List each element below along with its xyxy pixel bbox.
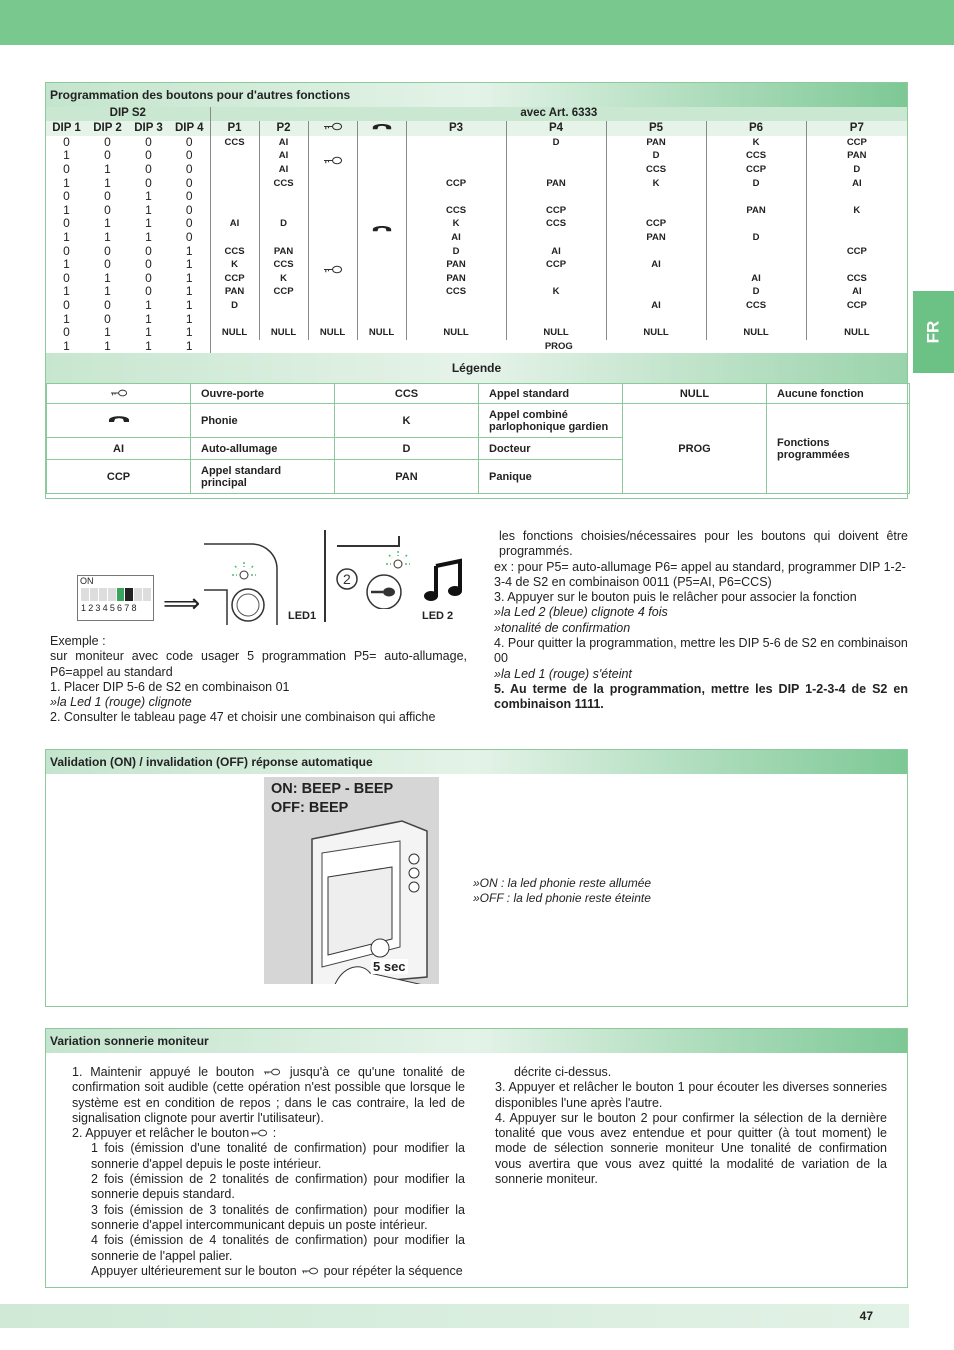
table-cell: PAN (259, 244, 308, 258)
section-title: Validation (ON) / invalidation (OFF) réponse automatique (46, 750, 907, 774)
dip-cell: 1 (104, 338, 111, 353)
table-cell (506, 231, 606, 245)
table-row (46, 244, 907, 258)
auto-answer-section (45, 749, 908, 1007)
note-on: »ON : la led phonie reste allumée (473, 876, 652, 890)
table-cell: K (506, 285, 606, 299)
page-footer (0, 1304, 909, 1328)
table-cell: CCS (210, 136, 259, 150)
table-cell (806, 231, 907, 245)
text-line: 4. Appuyer sur le bouton 2 pour confirmer la sélection de la dernière tonalité que vous avez entendue et pour quitter (à tout moment) le mode de sélection sonnerie moniteur Une tonalité de confirmation vous avertira que vous avez quitté la modalité de variation de la sonnerie moniteur. (495, 1110, 887, 1187)
table-cell: AI (259, 136, 308, 150)
table-cell: AI (606, 299, 706, 313)
table-cell: 1 (185, 298, 193, 313)
table-cell: K (210, 258, 259, 272)
table-cell: CCS (706, 299, 806, 313)
text-line: décrite ci-dessus. (514, 1065, 612, 1079)
phone-handset-icon (357, 121, 406, 136)
table-cell: 1 (63, 257, 70, 272)
table-cell (706, 190, 806, 204)
table-cell: D (210, 299, 259, 313)
table-cell: 0 (185, 216, 193, 231)
table-cell: CCS (210, 244, 259, 258)
table-cell: AI (706, 272, 806, 286)
key-icon (308, 121, 357, 136)
language-tab: FR (913, 291, 954, 373)
column-header: DIP 4 (174, 121, 204, 134)
table-cell: 0 (104, 148, 111, 163)
table-cell (806, 217, 907, 231)
dip-header: DIP S2 (109, 107, 146, 120)
legend-label: Appel standard principal (191, 460, 335, 494)
table-cell (606, 285, 706, 299)
dip-cell: 1 (145, 338, 152, 353)
table-cell: CCP (259, 285, 308, 299)
top-banner (0, 0, 954, 45)
table-cell: CCP (806, 299, 907, 313)
text-line: 4. Pour quitter la programmation, mettre les DIP 5-6 de S2 en combinaison 00 (494, 636, 908, 666)
table-cell: CCP (506, 204, 606, 218)
table-cell: 0 (185, 189, 193, 204)
table-cell: AI (259, 149, 308, 163)
table-cell: 0 (104, 311, 111, 326)
table-cell (606, 190, 706, 204)
table-cell: AI (259, 163, 308, 177)
text-line: »la Led 2 (bleue) clignote 4 fois (494, 605, 668, 620)
legend-code: CCP (47, 460, 191, 494)
text-line: 1. Maintenir appuyé le bouton (72, 1065, 255, 1079)
table-row (46, 217, 907, 231)
table-cell (210, 176, 259, 190)
table-cell: 0 (63, 216, 70, 231)
table-cell: AI (606, 258, 706, 272)
key-icon (249, 1129, 269, 1137)
null-cell: NULL (806, 326, 907, 340)
table-cell: 1 (145, 311, 152, 326)
table-cell: CCS (606, 163, 706, 177)
table-cell (506, 149, 606, 163)
null-cell: NULL (308, 326, 357, 340)
text-line: sur moniteur avec code usager 5 programmation P5= auto-allumage, P6=appel au standard (50, 649, 467, 679)
table-row (46, 149, 907, 163)
legend-label: Appel combiné parlophonique gardien (479, 404, 623, 438)
table-cell (259, 204, 308, 218)
table-cell: D (606, 149, 706, 163)
legend-label: Auto-allumage (191, 438, 335, 460)
table-cell: AI (806, 176, 907, 190)
text-line: 3. Appuyer et relâcher le bouton 1 pour écouter les diverses sonneries disponibles l'une après l'autre. (495, 1080, 887, 1110)
table-cell: 1 (104, 162, 111, 177)
table-cell (210, 190, 259, 204)
table-cell: 1 (63, 311, 70, 326)
table-cell: 0 (63, 162, 70, 177)
legend-code: PROG (623, 404, 767, 494)
table-cell: 1 (63, 230, 70, 245)
dip-cell: 1 (104, 325, 111, 340)
table-cell (506, 312, 606, 326)
prog-cell: PROG (210, 340, 907, 354)
legend-label: Phonie (191, 404, 335, 438)
table-cell: 0 (104, 202, 111, 217)
table-cell: CCP (706, 163, 806, 177)
column-header: P7 (806, 121, 907, 136)
table-cell: PAN (606, 231, 706, 245)
table-cell: D (706, 231, 806, 245)
arrow-icon: ⟹ (163, 588, 201, 618)
text-line: jusqu'à ce qu'une tonalité de confirmation soit audible (cette opération n'est possible que lorsque le système est en condition de repos ; dans le cas contraire, la led de signalisation clignote pour avertir l'utilisateur). (72, 1065, 465, 1125)
table-cell: CCP (806, 244, 907, 258)
table-cell: 1 (104, 270, 111, 285)
table-cell: 0 (145, 134, 152, 149)
table-cell: 0 (145, 270, 152, 285)
table-cell: 0 (185, 148, 193, 163)
table-cell: CCP (406, 176, 506, 190)
key-icon (47, 384, 191, 404)
table-cell (406, 312, 506, 326)
table-cell (210, 163, 259, 177)
table-cell: 0 (185, 230, 193, 245)
section-title: Programmation des boutons pour d'autres fonctions (46, 83, 907, 107)
table-cell: AI (506, 244, 606, 258)
text-line: 3. Appuyer sur le bouton puis le relâcher pour associer la fonction (494, 590, 857, 605)
legend-code: AI (47, 438, 191, 460)
table-row (46, 258, 907, 272)
table-cell: 1 (63, 175, 70, 190)
text-line: Exemple : (50, 634, 106, 648)
dip-cell: 1 (185, 325, 193, 340)
example-left-column (50, 634, 467, 726)
duration-label: 5 sec (373, 959, 406, 974)
text-line: 1. Placer DIP 5-6 de S2 en combinaison 01 (50, 679, 290, 694)
table-cell (210, 231, 259, 245)
column-header: DIP 1 (52, 121, 81, 134)
on-label: ON (80, 576, 94, 586)
legend-label: Aucune fonction (767, 384, 910, 404)
section-title: Variation sonnerie moniteur (46, 1029, 907, 1053)
auto-answer-notes (473, 876, 773, 906)
table-cell: CCS (406, 285, 506, 299)
table-cell: 0 (145, 257, 152, 272)
table-cell: 1 (145, 202, 152, 217)
table-cell (606, 204, 706, 218)
text-line: 2 fois (émission de 2 tonalités de confirmation) pour modifier la sonnerie depuis standard. (91, 1172, 465, 1202)
table-cell (406, 299, 506, 313)
table-cell: D (706, 285, 806, 299)
table-cell: 0 (145, 284, 152, 299)
table-cell: 0 (185, 175, 193, 190)
table-cell: 0 (145, 148, 152, 163)
column-header: P2 (259, 121, 308, 136)
table-cell: 0 (104, 257, 111, 272)
table-cell: 1 (185, 284, 193, 299)
table-cell: CCP (606, 217, 706, 231)
table-row (46, 272, 907, 286)
table-cell: 1 (104, 284, 111, 299)
table-cell: 1 (145, 216, 152, 231)
null-cell: NULL (706, 326, 806, 340)
text-line: Appuyer ultérieurement sur le bouton (91, 1263, 297, 1278)
table-cell: 0 (63, 134, 70, 149)
table-cell (706, 258, 806, 272)
table-cell (259, 299, 308, 313)
text-line: ex : pour P5= auto-allumage P6= appel au standard, programmer DIP 1-2-3-4 de S2 en combinaison 0011 (P5=AI, P6=CCS) (494, 559, 906, 589)
programming-table (46, 107, 907, 353)
table-cell: 1 (63, 284, 70, 299)
monitor-illustration (264, 777, 439, 984)
table-cell: 0 (104, 134, 111, 149)
column-header: P6 (706, 121, 806, 136)
table-cell: 0 (104, 243, 111, 258)
table-cell: CCP (506, 258, 606, 272)
dip-numbers: 12345678 (81, 603, 139, 613)
column-header: P5 (606, 121, 706, 136)
phone-handset-icon (47, 404, 191, 438)
table-cell: K (259, 272, 308, 286)
table-cell: PAN (606, 136, 706, 150)
null-cell: NULL (259, 326, 308, 340)
note-off: »OFF : la led phonie reste éteinte (473, 891, 651, 905)
table-cell: D (259, 217, 308, 231)
programming-section (45, 82, 908, 499)
legend-code: NULL (623, 384, 767, 404)
table-cell: 0 (145, 175, 152, 190)
column-header: DIP 3 (134, 121, 163, 134)
table-cell: PAN (806, 149, 907, 163)
table-cell (506, 299, 606, 313)
table-cell: 1 (145, 189, 152, 204)
table-row (46, 176, 907, 190)
table-cell: AI (406, 231, 506, 245)
text-line: : (272, 1126, 277, 1141)
table-cell: PAN (706, 204, 806, 218)
led2-icon (331, 534, 411, 609)
table-cell (259, 190, 308, 204)
table-row (46, 285, 907, 299)
dip-cell: 0 (63, 325, 70, 340)
table-cell (259, 312, 308, 326)
table-row (46, 163, 907, 177)
table-cell: 0 (63, 298, 70, 313)
null-cell: NULL (406, 326, 506, 340)
text-line: »la Led 1 (rouge) clignote (50, 695, 192, 710)
text-line: 5. Au terme de la programmation, mettre les DIP 1-2-3-4 de S2 en combinaison 1111. (494, 681, 908, 712)
legend-table (46, 383, 910, 494)
table-cell (406, 149, 506, 163)
table-cell: 1 (185, 311, 193, 326)
table-cell: 0 (63, 270, 70, 285)
table-cell: 1 (145, 298, 152, 313)
legend-label: Ouvre-porte (191, 384, 335, 404)
table-cell (606, 312, 706, 326)
legend-label: Fonctions programmées (767, 404, 910, 494)
table-cell: AI (210, 217, 259, 231)
on-beep-label: ON: BEEP - BEEP (271, 781, 394, 797)
page-number: 47 (859, 1309, 873, 1323)
dip-cell: 1 (63, 338, 70, 353)
table-cell (506, 190, 606, 204)
table-cell: PAN (406, 258, 506, 272)
table-row (46, 190, 907, 204)
text-line: 2. Consulter le tableau page 47 et choisir une combinaison qui affiche (50, 710, 436, 725)
table-cell: D (406, 244, 506, 258)
column-header: P3 (406, 121, 506, 136)
table-cell: PAN (406, 272, 506, 286)
key-icon (262, 1068, 282, 1076)
table-cell: CCS (506, 217, 606, 231)
ringtone-right-column (495, 1065, 887, 1187)
table-cell (606, 244, 706, 258)
table-cell: 0 (185, 202, 193, 217)
off-beep-label: OFF: BEEP (271, 800, 349, 816)
table-cell: CCS (259, 176, 308, 190)
table-cell (806, 312, 907, 326)
ringtone-section (45, 1028, 908, 1288)
table-cell (406, 163, 506, 177)
column-header: P1 (210, 121, 259, 136)
legend-label: Appel standard (479, 384, 623, 404)
table-cell: 0 (63, 189, 70, 204)
table-cell: 0 (104, 189, 111, 204)
table-cell: D (706, 176, 806, 190)
table-cell (210, 149, 259, 163)
table-cell: K (706, 136, 806, 150)
table-cell: 0 (145, 243, 152, 258)
table-cell (506, 163, 606, 177)
led2-label: LED 2 (422, 610, 454, 622)
table-cell (806, 190, 907, 204)
table-cell: 1 (185, 270, 193, 285)
table-cell: 1 (104, 216, 111, 231)
text-line: 3 fois (émission de 3 tonalités de confirmation) pour modifier la sonnerie d'appel intercommunicant depuis un poste intérieur. (91, 1202, 465, 1232)
table-row (46, 299, 907, 313)
table-cell: K (406, 217, 506, 231)
table-cell: 0 (185, 162, 193, 177)
legend-label: Docteur (479, 438, 623, 460)
ringtone-left-column (72, 1065, 465, 1279)
text-line: »la Led 1 (rouge) s'éteint (494, 666, 632, 681)
legend-code: CCS (335, 384, 479, 404)
legend-title: Légende (46, 353, 907, 383)
table-cell: AI (806, 285, 907, 299)
table-cell (806, 258, 907, 272)
table-cell: CCP (210, 272, 259, 286)
table-cell: CCS (806, 272, 907, 286)
null-cell: NULL (606, 326, 706, 340)
legend-code: PAN (335, 460, 479, 494)
dip-cell: 1 (145, 325, 152, 340)
table-cell (706, 244, 806, 258)
table-cell (506, 272, 606, 286)
key-icon (308, 136, 357, 190)
table-cell (210, 204, 259, 218)
table-cell: 1 (185, 257, 193, 272)
dip-switch (77, 575, 154, 621)
table-cell: K (806, 204, 907, 218)
table-row (46, 231, 907, 245)
table-cell: CCS (406, 204, 506, 218)
phone-handset-icon (357, 136, 406, 326)
table-cell (406, 136, 506, 150)
table-row (46, 136, 907, 150)
null-cell: NULL (210, 326, 259, 340)
example-right-column (494, 529, 908, 713)
table-cell (259, 231, 308, 245)
table-cell: 1 (63, 202, 70, 217)
table-cell: CCP (806, 136, 907, 150)
legend-code: K (335, 404, 479, 438)
table-cell: 1 (185, 243, 193, 258)
table-cell: PAN (210, 285, 259, 299)
dip-switch-illustration (77, 530, 477, 630)
table-cell: D (506, 136, 606, 150)
text-line: pour répéter la séquence (323, 1263, 463, 1278)
dip-cell: 1 (185, 338, 193, 353)
table-cell: K (606, 176, 706, 190)
table-cell: 0 (185, 134, 193, 149)
svg-text:2: 2 (343, 571, 351, 587)
legend-label: Panique (479, 460, 623, 494)
table-row (46, 204, 907, 218)
table-cell: 1 (63, 148, 70, 163)
text-line: 1 fois (émission d'une tonalité de confirmation) pour modifier la sonnerie d'appel depuis le poste intérieur. (91, 1141, 465, 1171)
legend-code: D (335, 438, 479, 460)
table-cell: 0 (63, 243, 70, 258)
text-line: 4 fois (émission de 4 tonalités de confirmation) pour modifier la sonnerie de l'appel palier. (91, 1233, 465, 1263)
table-cell: 0 (104, 298, 111, 313)
table-cell (406, 190, 506, 204)
null-cell: NULL (506, 326, 606, 340)
key-icon (300, 1267, 320, 1275)
table-cell: 1 (104, 175, 111, 190)
led1-label: LED1 (288, 610, 317, 622)
table-cell: 0 (145, 162, 152, 177)
table-row (46, 312, 907, 326)
text-line: les fonctions choisies/nécessaires pour les boutons qui doivent être programmés. (499, 529, 908, 559)
table-cell (706, 312, 806, 326)
table-cell (606, 272, 706, 286)
table-cell (706, 217, 806, 231)
text-line: »tonalité de confirmation (494, 620, 631, 635)
table-cell: PAN (506, 176, 606, 190)
text-line: 2. Appuyer et relâcher le bouton (72, 1126, 250, 1141)
table-cell: CCS (706, 149, 806, 163)
led1-icon (202, 540, 282, 625)
table-cell: 1 (145, 230, 152, 245)
music-note-icon (424, 558, 466, 602)
column-header: P4 (506, 121, 606, 136)
key-icon (308, 217, 357, 326)
null-cell: NULL (357, 326, 406, 340)
table-cell: 1 (104, 230, 111, 245)
art-header: avec Art. 6333 (210, 107, 907, 121)
table-cell (210, 312, 259, 326)
table-cell: D (806, 163, 907, 177)
table-cell: CCS (259, 258, 308, 272)
column-header: DIP 2 (93, 121, 122, 134)
table-cell (308, 190, 357, 217)
